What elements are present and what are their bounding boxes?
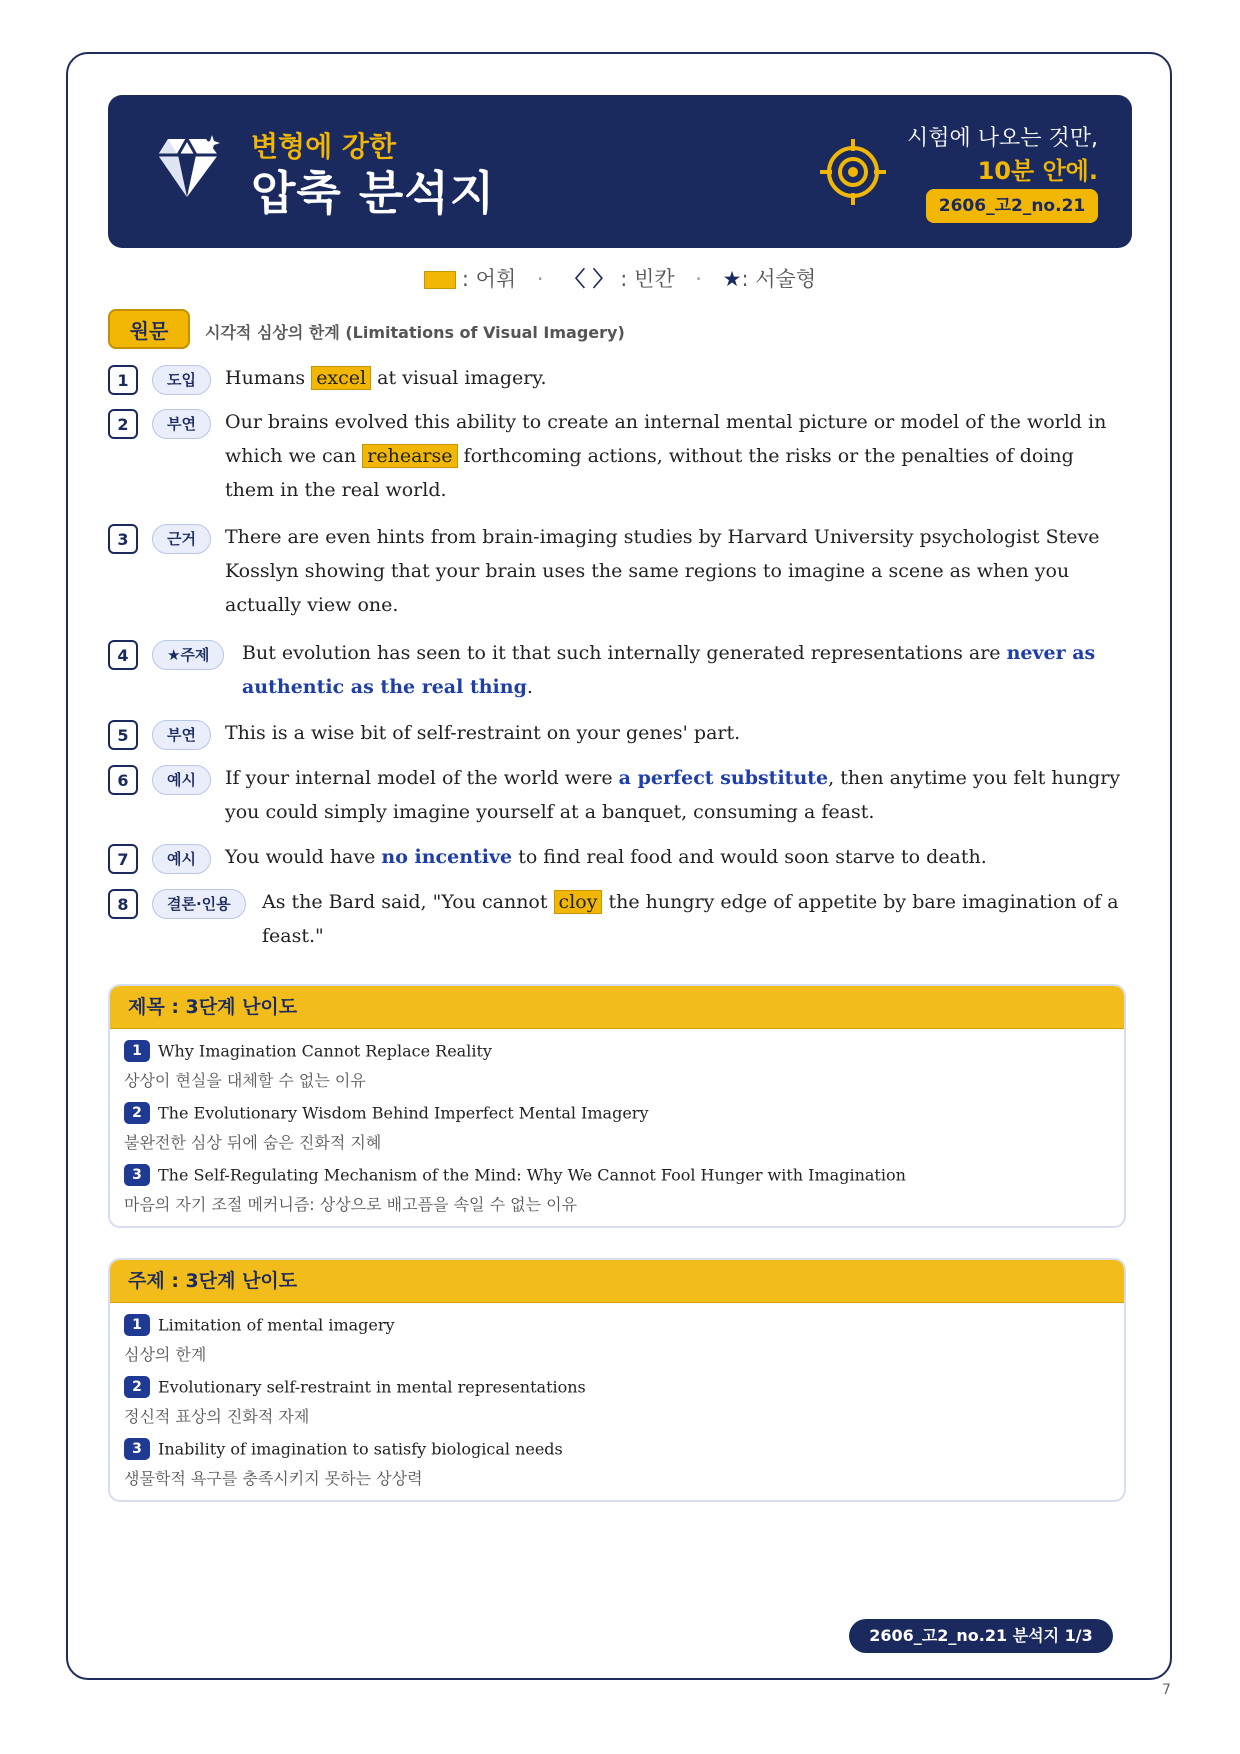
sentence-2 (108, 405, 1128, 509)
sentence-label: 결론·인용 (152, 889, 246, 919)
original-title: 시각적 심상의 한계 (Limitations of Visual Imagery) (205, 323, 625, 342)
option-english: Evolutionary self-restraint in mental representations (158, 1377, 586, 1397)
theme-panel (108, 1258, 1126, 1502)
sentence-6 (108, 761, 1128, 833)
code-badge: 2606_고2_no.21 (926, 189, 1098, 223)
theme-panel-heading: 주제 : 3단계 난이도 (110, 1260, 1124, 1303)
sentence-4 (108, 636, 1128, 708)
sentence-5 (108, 716, 1128, 756)
sentence-text: But evolution has seen to it that such internally generated representations are never as authentic as the real thing. (242, 642, 1096, 698)
title-panel-heading: 제목 : 3단계 난이도 (110, 986, 1124, 1029)
sentence-number: 5 (108, 720, 138, 750)
option-number: 3 (124, 1164, 150, 1186)
sentence-text: As the Bard said, "You cannot cloy the hungry edge of appetite by bare imagination of a feast." (262, 891, 1119, 947)
title-option-2 (124, 1102, 648, 1153)
keyword: no incentive (381, 846, 513, 868)
legend-blank: : 빈칸 (620, 267, 675, 291)
option-korean: 심상의 한계 (124, 1345, 207, 1364)
option-english: Inability of imagination to satisfy biological needs (158, 1439, 563, 1459)
sentence-text: Humans excel at visual imagery. (225, 367, 547, 389)
page-number: 7 (1162, 1682, 1171, 1698)
header-title: 압축 분석지 (251, 166, 496, 220)
vocab-highlight: excel (311, 366, 371, 390)
option-english: The Evolutionary Wisdom Behind Imperfect Mental Imagery (158, 1103, 649, 1123)
header-subtitle: 변형에 강한 (251, 130, 396, 163)
sentence-label: 도입 (152, 365, 211, 395)
highlight-swatch-icon (424, 271, 456, 289)
option-english: Why Imagination Cannot Replace Reality (158, 1041, 492, 1061)
vocab-highlight: rehearse (362, 444, 457, 468)
sentence-text: This is a wise bit of self-restraint on your genes' part. (225, 722, 741, 744)
sentence-text: There are even hints from brain-imaging studies by Harvard University psychologist Steve Kosslyn showing that your brain uses the same regions to imagine a scene as when you actually view one. (225, 526, 1100, 616)
sentence-label: 부연 (152, 720, 211, 750)
option-number: 2 (124, 1376, 150, 1398)
option-number: 1 (124, 1314, 150, 1336)
blank-symbol: 〈 〉 (564, 267, 614, 291)
option-korean: 마음의 자기 조절 메커니즘: 상상으로 배고픔을 속일 수 없는 이유 (124, 1195, 578, 1214)
sentence-7 (108, 840, 1128, 880)
tagline-1: 시험에 나오는 것만, (907, 126, 1098, 151)
legend-essay: : 서술형 (741, 267, 817, 291)
option-number: 2 (124, 1102, 150, 1124)
sentence-number: 8 (108, 889, 138, 919)
sentence-label: 부연 (152, 409, 211, 439)
option-number: 3 (124, 1438, 150, 1460)
tagline-2: 10분 안에. (977, 157, 1098, 185)
option-number: 1 (124, 1040, 150, 1062)
option-english: Limitation of mental imagery (158, 1315, 395, 1335)
option-korean: 정신적 표상의 진화적 자제 (124, 1407, 310, 1426)
option-english: The Self-Regulating Mechanism of the Mind: Why We Cannot Fool Hunger with Imagination (158, 1165, 906, 1185)
sentence-3 (108, 520, 1128, 624)
sentence-number: 7 (108, 844, 138, 874)
legend-vocab: : 어휘 (461, 267, 517, 291)
sentence-1 (108, 361, 1128, 401)
header-banner (108, 95, 1132, 248)
sentence-8 (108, 885, 1128, 957)
keyword: a perfect substitute (618, 767, 829, 789)
title-panel (108, 984, 1126, 1228)
footer-badge: 2606_고2_no.21 분석지 1/3 (849, 1619, 1113, 1653)
option-korean: 생물학적 욕구를 충족시키지 못하는 상상력 (124, 1469, 423, 1488)
star-icon: ★ (722, 267, 742, 291)
sentence-label: 예시 (152, 844, 211, 874)
sentence-text: If your internal model of the world were a perfect substitute, then anytime you felt hungry you could simply imagine yourself at a banquet, consuming a feast. (225, 767, 1121, 823)
original-badge: 원문 (108, 309, 190, 349)
sentence-number: 2 (108, 409, 138, 439)
title-option-3 (124, 1164, 906, 1215)
sentence-text: Our brains evolved this ability to create an internal mental picture or model of the world in which we can rehearse forthcoming actions, without the risks or the penalties of doing them in the real world. (225, 411, 1107, 501)
option-korean: 상상이 현실을 대체할 수 없는 이유 (124, 1071, 366, 1090)
sentence-label: 예시 (152, 765, 211, 795)
target-icon (820, 139, 886, 205)
sentence-label-theme: ★주제 (152, 640, 224, 670)
theme-option-1 (124, 1314, 395, 1365)
sentence-number: 1 (108, 365, 138, 395)
sentence-number: 3 (108, 524, 138, 554)
vocab-highlight: cloy (554, 890, 603, 914)
option-korean: 불완전한 심상 뒤에 숨은 진화적 지혜 (124, 1133, 382, 1152)
theme-option-2 (124, 1376, 586, 1427)
legend: : 어휘 · 〈 〉 : 빈칸 · ★: 서술형 (0, 263, 1240, 293)
theme-option-3 (124, 1438, 563, 1489)
sentence-number: 6 (108, 765, 138, 795)
sentence-text: You would have no incentive to find real food and would soon starve to death. (225, 846, 987, 868)
diamond-icon (158, 135, 222, 201)
sentence-number: 4 (108, 640, 138, 670)
sentence-label: 근거 (152, 524, 211, 554)
keyword: never as authentic as the real thing (242, 642, 1096, 698)
title-option-1 (124, 1040, 492, 1091)
